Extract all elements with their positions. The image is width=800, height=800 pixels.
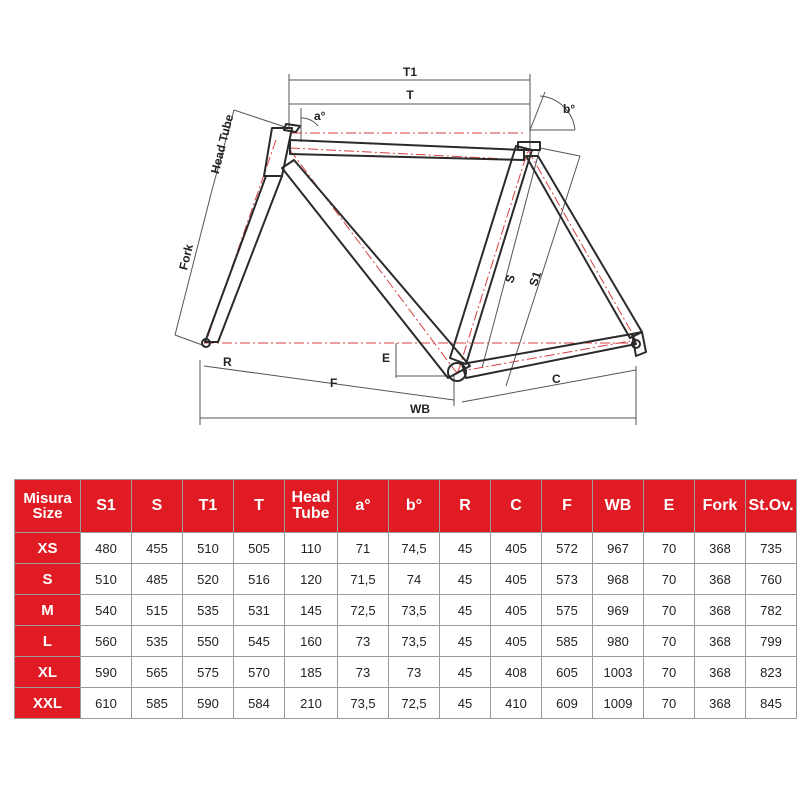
table-cell: 45 [440,595,491,626]
header-e [644,480,695,533]
geometry-table [14,479,797,719]
table-cell: 1009 [593,688,644,719]
table-cell: 145 [285,595,338,626]
header-label-line1: R [459,497,471,514]
table-cell: 405 [491,595,542,626]
table-cell: 823 [746,657,797,688]
table-cell: 210 [285,688,338,719]
header-c [491,480,542,533]
table-cell: 45 [440,533,491,564]
table-cell: 410 [491,688,542,719]
label-s: S [502,272,519,285]
label-s1: S1 [526,269,545,288]
table-cell: 120 [285,564,338,595]
header-r [440,480,491,533]
size-cell: XL [15,657,81,688]
header-label-line1: Head [291,489,331,506]
header-b [389,480,440,533]
header-size-line2: Size [32,505,63,522]
table-cell: 799 [746,626,797,657]
header-label-line1: S1 [96,497,116,514]
table-cell: 73 [389,657,440,688]
table-row [15,564,797,595]
table-cell: 782 [746,595,797,626]
size-cell: S [15,564,81,595]
size-cell: L [15,626,81,657]
header-label-line1: St.Ov. [748,497,794,514]
label-b-angle: b° [563,102,576,116]
header-label-line1: F [562,497,572,514]
table-cell: 585 [542,626,593,657]
header-label-line1: a° [355,497,371,514]
header-label-line1: T [254,497,264,514]
table-cell: 535 [132,626,183,657]
table-cell: 405 [491,564,542,595]
table-cell: 531 [234,595,285,626]
table-cell: 368 [695,595,746,626]
table-cell: 405 [491,533,542,564]
label-c: C [552,372,561,386]
table-cell: 72,5 [389,688,440,719]
table-cell: 545 [234,626,285,657]
table-cell: 45 [440,564,491,595]
table-cell: 535 [183,595,234,626]
table-cell: 45 [440,657,491,688]
table-cell: 368 [695,564,746,595]
header-a [338,480,389,533]
header-s [132,480,183,533]
table-cell: 485 [132,564,183,595]
table-cell: 72,5 [338,595,389,626]
label-a-angle: a° [314,109,326,123]
header-size [15,480,81,533]
table-cell: 70 [644,657,695,688]
table-cell: 845 [746,688,797,719]
table-cell: 969 [593,595,644,626]
table-cell: 590 [81,657,132,688]
header-size-line1: Misura [23,490,72,507]
table-cell: 550 [183,626,234,657]
table-cell: 368 [695,533,746,564]
table-cell: 572 [542,533,593,564]
table-cell: 73,5 [338,688,389,719]
header-label-line1: b° [405,497,423,514]
table-cell: 73,5 [389,626,440,657]
label-r: R [223,355,232,369]
table-row [15,688,797,719]
header-t [234,480,285,533]
table-row [15,533,797,564]
table-cell: 73,5 [389,595,440,626]
header-wb [593,480,644,533]
table-row [15,657,797,688]
header-label-line1: Fork [702,497,738,514]
header-f [542,480,593,533]
header-st-ov [746,480,797,533]
label-f: F [330,376,338,390]
table-cell: 967 [593,533,644,564]
size-cell: XS [15,533,81,564]
label-e: E [382,351,391,365]
table-cell: 45 [440,626,491,657]
table-cell: 70 [644,688,695,719]
table-cell: 73 [338,657,389,688]
label-head-tube: Head Tube [208,113,237,176]
table-cell: 70 [644,595,695,626]
table-cell: 368 [695,688,746,719]
header-label-line2: Tube [292,505,330,522]
header-label-line1: E [663,497,675,514]
size-cell: XXL [15,688,81,719]
header-fork [695,480,746,533]
table-cell: 520 [183,564,234,595]
table-cell: 735 [746,533,797,564]
table-cell: 70 [644,533,695,564]
table-header-row [15,480,797,533]
header-label-line1: S [151,497,163,514]
table-cell: 110 [285,533,338,564]
table-cell: 70 [644,564,695,595]
table-cell: 565 [132,657,183,688]
label-t: T [406,88,414,102]
size-cell: M [15,595,81,626]
table-cell: 510 [183,533,234,564]
header-t1 [183,480,234,533]
table-cell: 584 [234,688,285,719]
table-cell: 408 [491,657,542,688]
table-cell: 71,5 [338,564,389,595]
table-cell: 480 [81,533,132,564]
table-cell: 70 [644,626,695,657]
table-cell: 516 [234,564,285,595]
label-fork: Fork [176,242,197,272]
table-cell: 1003 [593,657,644,688]
table-cell: 575 [183,657,234,688]
table-cell: 575 [542,595,593,626]
table-cell: 570 [234,657,285,688]
table-cell: 368 [695,626,746,657]
table-cell: 980 [593,626,644,657]
header-s1 [81,480,132,533]
table-cell: 74,5 [389,533,440,564]
header-head-tube [285,480,338,533]
table-cell: 515 [132,595,183,626]
table-cell: 540 [81,595,132,626]
table-cell: 505 [234,533,285,564]
table-cell: 405 [491,626,542,657]
table-row [15,626,797,657]
header-label-line1: WB [604,497,632,514]
table-cell: 73 [338,626,389,657]
table-cell: 368 [695,657,746,688]
table-cell: 185 [285,657,338,688]
label-wb: WB [410,402,430,416]
table-cell: 160 [285,626,338,657]
table-row [15,595,797,626]
header-label-line1: C [510,497,522,514]
table-cell: 590 [183,688,234,719]
table-cell: 573 [542,564,593,595]
header-label-line1: T1 [198,497,218,514]
table-cell: 71 [338,533,389,564]
table-cell: 968 [593,564,644,595]
table-cell: 610 [81,688,132,719]
table-cell: 560 [81,626,132,657]
table-cell: 510 [81,564,132,595]
table-cell: 605 [542,657,593,688]
table-cell: 455 [132,533,183,564]
table-cell: 760 [746,564,797,595]
label-t1: T1 [402,65,418,79]
table-cell: 609 [542,688,593,719]
table-cell: 585 [132,688,183,719]
table-cell: 45 [440,688,491,719]
table-cell: 74 [389,564,440,595]
